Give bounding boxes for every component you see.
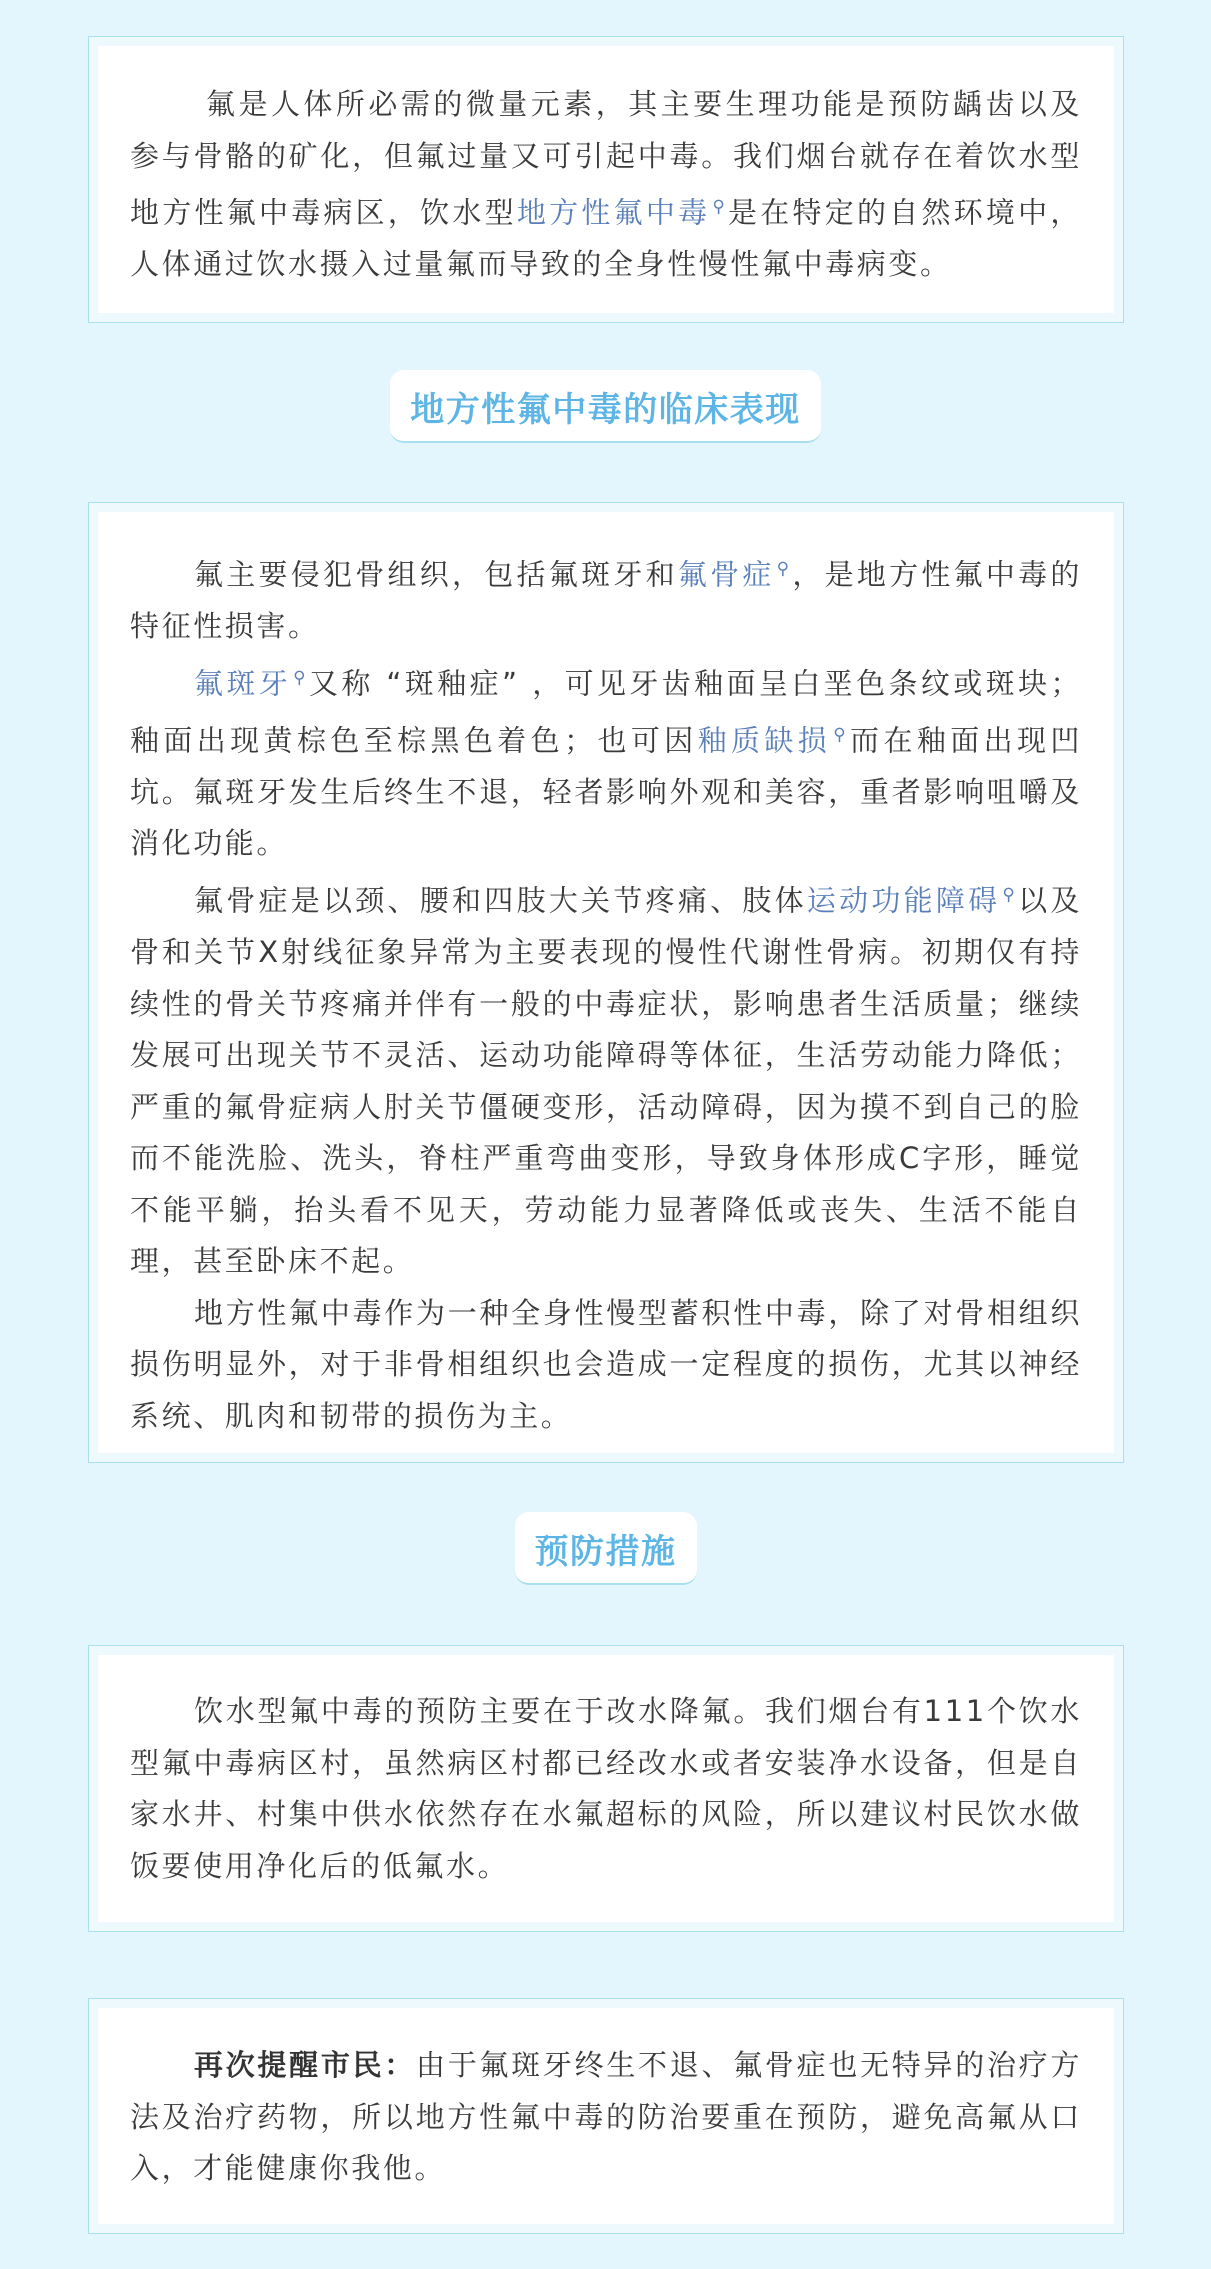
link-dental-fluorosis[interactable]: 氟斑牙 [194,666,292,701]
section-title: 地方性氟中毒的临床表现 [390,370,821,443]
clinical-card [88,502,1124,1463]
section-heading-clinical [0,370,1211,443]
search-icon[interactable]: ⚲ [776,559,792,579]
reminder-label: 再次提醒市民： [194,2048,417,2082]
section-heading-prevention [0,1512,1211,1585]
intro-card [88,36,1124,323]
paragraph: 地方性氟中毒作为一种全身性慢型蓄积性中毒，除了对骨相组织损伤明显外，对于非骨相组织也会造成一定程度的损伤，尤其以神经系统、肌肉和韧带的损伤为主。 [130,1295,1082,1433]
link-motor-dysfunction[interactable]: 运动功能障碍 [806,883,1001,918]
paragraph: 氟主要侵犯骨组织，包括氟斑牙和氟骨症 ⚲，是地方性氟中毒的特征性损害。 [130,557,1082,644]
search-icon[interactable]: ⚲ [293,667,309,688]
link-fluorosis[interactable]: 地方性氟中毒 [516,195,711,230]
search-icon[interactable]: ⚲ [1002,884,1018,905]
reminder-card [88,1998,1124,2234]
paragraph: 氟斑牙 ⚲又称 “斑釉症” ，可见牙齿釉面呈白垩色条纹或斑块；釉面出现黄棕色至棕黑色着色；也可因釉质缺损 ⚲而在釉面出现凹坑。氟斑牙发生后终生不退，轻者影响外观和美容，重者影响咀嚼及消化功能。 [130,666,1082,861]
link-enamel-defect[interactable]: 釉质缺损 [697,723,832,758]
section-title: 预防措施 [515,1512,697,1585]
paragraph: 饮水型氟中毒的预防主要在于改水降氟。我们烟台有111个饮水型氟中毒病区村，虽然病区村都已经改水或者安装净水设备，但是自家水井、村集中供水依然存在水氟超标的风险，所以建议村民饮水做饭要使用净化后的低氟水。 [130,1694,1082,1883]
paragraph: 氟骨症是以颈、腰和四肢大关节疼痛、肢体运动功能障碍 ⚲以及骨和关节X射线征象异常为主要表现的慢性代谢性骨病。初期仅有持续性的骨关节疼痛并伴有一般的中毒症状，影响患者生活质量；继续发展可出现关节不灵活、运动功能障碍等体征，生活劳动能力降低；严重的氟骨症病人肘关节僵硬变形，活动障碍，因为摸不到自己的脸而不能洗脸、洗头，脊柱严重弯曲变形，导致身体形成C字形，睡觉不能平躺，抬头看不见天，劳动能力显著降低或丧失、生活不能自理，甚至卧床不起。 [130,883,1082,1279]
search-icon[interactable]: ⚲ [833,724,849,745]
reminder-paragraph: 再次提醒市民：由于氟斑牙终生不退、氟骨症也无特异的治疗方法及治疗药物，所以地方性氟中毒的防治要重在预防，避免高氟从口入，才能健康你我他。 [130,2048,1082,2185]
link-skeletal-fluorosis[interactable]: 氟骨症 [677,557,775,592]
search-icon[interactable]: ⚲ [712,197,728,217]
prevention-card [88,1645,1124,1932]
intro-paragraph: 氟是人体所必需的微量元素，其主要生理功能是预防龋齿以及参与骨骼的矿化，但氟过量又可引起中毒。我们烟台就存在着饮水型地方性氟中毒病区，饮水型地方性氟中毒 ⚲是在特定的自然环境中，人体通过饮水摄入过量氟而导致的全身性慢性氟中毒病变。 [130,87,1082,282]
